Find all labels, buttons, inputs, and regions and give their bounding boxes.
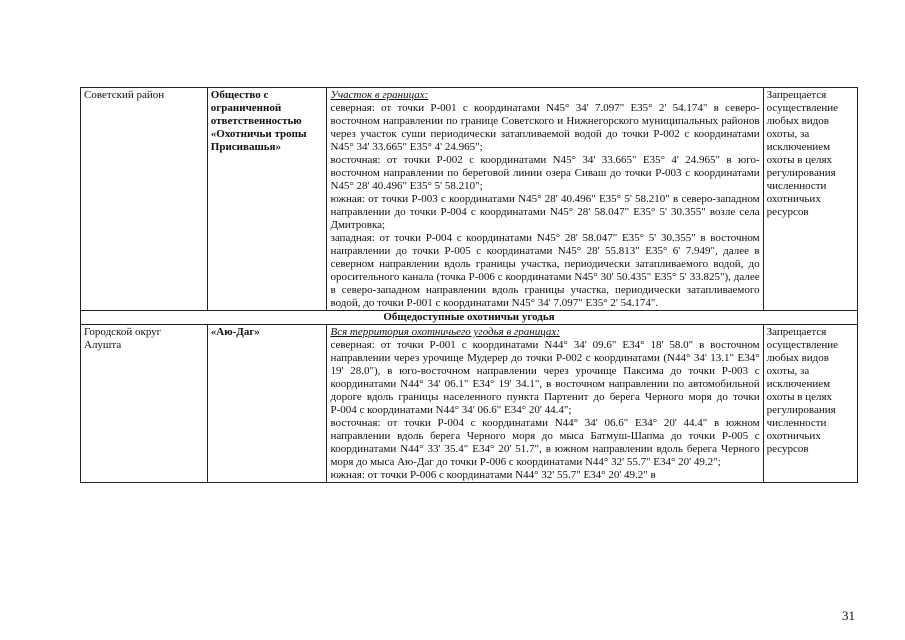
- boundary-north: северная: от точки Р-001 с координатами N44° 34' 09.6" E34° 18' 58.0" в восточном направлении через урочище Мудерер до точки Р-002 с координатами (N44° 34' 13.1" E34° 19' 28.0"), в юго-восточном направлении через урочище Паксима до точки Р-003 с координатами N44° 34' 06.1" E34° 19' 34.1", в восточном направлении по автомобильной дороге вдоль границы населенного пункта Партенит до берега Черного моря до точки Р-004 с координатами N44° 34' 06.6" E34° 20' 44.4";: [330, 339, 760, 416]
- section-heading: Общедоступные охотничьи угодья: [81, 311, 858, 325]
- boundary-south: южная: от точки Р-003 с координатами N45° 28' 40.496" E35° 5' 58.210" в северо-западном направлении до точки Р-004 с координатами N45° 28' 58.047" E35° 5' 30.355" возле села Дмитровка;: [330, 193, 760, 231]
- table-row: [81, 325, 858, 483]
- organization-name: «Аю-Даг»: [210, 326, 260, 338]
- boundary-heading: Участок в границах:: [330, 89, 429, 101]
- restriction-cell: [763, 88, 857, 311]
- restriction-cell: [763, 325, 857, 483]
- organization-name: Общество с ограниченной ответственностью «Охотничьи тропы Присивашья»: [210, 89, 307, 153]
- boundary-description-cell: [327, 88, 763, 311]
- restriction-text: Запрещается осуществление любых видов охоты, за исключением охоты в целях регулирования численности охотничьих ресурсов: [766, 326, 839, 455]
- restriction-text: Запрещается осуществление любых видов охоты, за исключением охоты в целях регулирования численности охотничьих ресурсов: [766, 89, 839, 218]
- organization-cell: [207, 325, 327, 483]
- boundary-north: северная: от точки Р-001 с координатами N45° 34' 7.097" E35° 2' 54.174" в северо-восточном направлении по границе Советского и Нижнегорского муниципальных районов через участок суши периодически затапливаемой водой до точки Р-002 с координатами N45° 34' 33.665" E35° 4' 24.965";: [330, 102, 760, 153]
- boundary-description-cell: [327, 325, 763, 483]
- boundary-east: восточная: от точки Р-004 с координатами N44° 34' 06.6" E34° 20' 44.4" в южном направлении вдоль берега Черного моря до мыса Батмуш-Шапма до точки Р-005 с координатами N44° 33' 35.4" E34° 20' 51.7", в южном направлении вдоль берега Черного моря до мыса Аю-Даг до точки Р-006 с координатами N44° 32' 55.7" E34° 20' 49.2";: [330, 417, 760, 468]
- organization-cell: [207, 88, 327, 311]
- boundary-west: западная: от точки Р-004 с координатами N45° 28' 58.047" E35° 5' 30.355" в восточном направлении до точки Р-005 с координатами N45° 28' 55.813" E35° 6' 7.949", далее в северном направлении вдоль границы участка, периодически затапливаемого водой, до оросительного канала (точка Р-006 с координатами N45° 30' 50.435" E35° 5' 33.825"), далее в северо-западном направлении вдоль границы участка, периодически затапливаемого водой, до точки Р-001 с координатами N45° 34' 7.097" E35° 2' 54.174".: [330, 232, 760, 309]
- table-row: [81, 88, 858, 311]
- page-number: 31: [842, 608, 855, 623]
- section-heading-row: [81, 311, 858, 325]
- boundary-heading: Вся территория охотничьего угодья в границах:: [330, 326, 560, 338]
- district-text: Советский район: [84, 89, 165, 101]
- district-text: Городской округ Алушта: [84, 326, 162, 351]
- boundary-east: восточная: от точки Р-002 с координатами N45° 34' 33.665" E35° 4' 24.965" в юго-восточном направлении по береговой линии озера Сиваш до точки Р-003 с координатами N45° 28' 40.496" E35° 5' 58.210";: [330, 154, 760, 192]
- hunting-grounds-table: [80, 87, 858, 483]
- district-cell: [81, 325, 208, 483]
- district-cell: [81, 88, 208, 311]
- boundary-south: южная: от точки Р-006 с координатами N44° 32' 55.7" E34° 20' 49.2" в: [330, 469, 656, 481]
